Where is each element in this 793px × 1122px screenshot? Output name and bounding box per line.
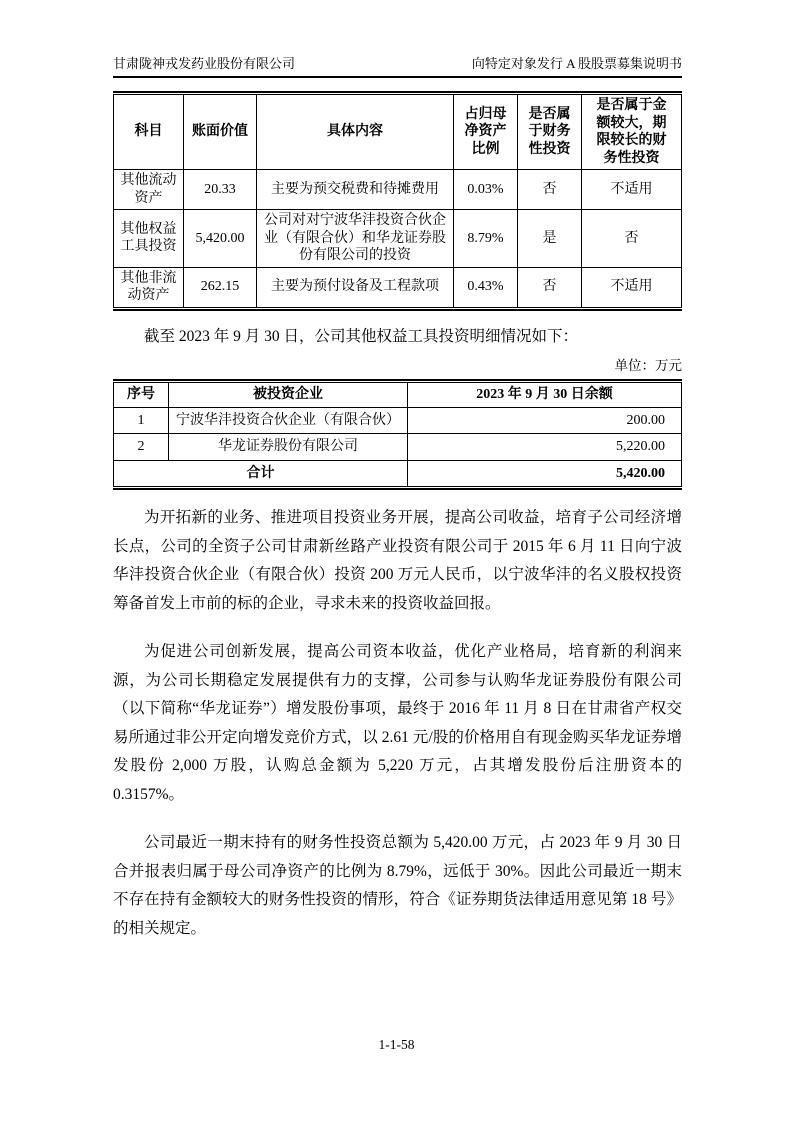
cell-content: 公司对对宁波华沣投资合伙企业（有限合伙）和华龙证券股份有限公司的投资 <box>257 210 454 268</box>
financial-investment-table-wrap <box>113 91 682 311</box>
col-header-investee: 被投资企业 <box>169 383 408 408</box>
table-header-row <box>114 383 682 408</box>
col-header-ratio: 占归母净资产比例 <box>454 95 518 170</box>
cell-is-financial: 否 <box>518 170 582 210</box>
table-header-row <box>114 95 682 170</box>
cell-investee: 华龙证券股份有限公司 <box>169 434 408 461</box>
cell-is-large-longterm: 不适用 <box>582 170 682 210</box>
col-header-subject: 科目 <box>114 95 184 170</box>
table-total-row <box>114 460 682 487</box>
header-doc-title: 向特定对象发行 A 股股票募集说明书 <box>471 56 682 71</box>
table-row <box>114 267 682 307</box>
body-paragraph-3: 公司最近一期末持有的财务性投资总额为 5,420.00 万元，占 2023 年 9 月 30 日合并报表归属于母公司净资产的比例为 8.79%，远低于 30%。因此公司最近一期末不存在持有金额较大的财务性投资的情形，符合《证券期货法律适用意见第 18 号》的相关规定。 <box>113 834 682 937</box>
cell-subject: 其他权益工具投资 <box>114 210 184 268</box>
cell-book-value: 5,420.00 <box>184 210 257 268</box>
cell-book-value: 20.33 <box>184 170 257 210</box>
body-paragraph-1: 为开拓新的业务、推进项目投资业务开展，提高公司收益，培育子公司经济增长点，公司的全资子公司甘肃新丝路产业投资有限公司于 2015 年 6 月 11 日向宁波华沣投资合伙企业（有限合伙）投资 200 万元人民币，以宁波华沣的名义股权投资筹备首发上市前的标的企业，寻求未来的投资收益回报。 <box>113 509 682 612</box>
intro-paragraph: 截至 2023 年 9 月 30 日，公司其他权益工具投资明细情况如下： <box>144 327 579 345</box>
col-header-balance: 2023 年 9 月 30 日余额 <box>408 383 682 408</box>
cell-total-value: 5,420.00 <box>408 460 682 487</box>
equity-investment-detail-table-wrap <box>113 379 682 490</box>
cell-index: 1 <box>114 407 169 434</box>
cell-is-large-longterm: 不适用 <box>582 267 682 307</box>
col-header-book-value: 账面价值 <box>184 95 257 170</box>
cell-index: 2 <box>114 434 169 461</box>
cell-subject: 其他流动资产 <box>114 170 184 210</box>
cell-content: 主要为预交税费和待摊费用 <box>257 170 454 210</box>
cell-book-value: 262.15 <box>184 267 257 307</box>
cell-balance: 200.00 <box>408 407 682 434</box>
cell-ratio: 8.79% <box>454 210 518 268</box>
unit-label: 单位：万元 <box>614 358 682 373</box>
cell-subject: 其他非流动资产 <box>114 267 184 307</box>
col-header-content: 具体内容 <box>257 95 454 170</box>
cell-is-financial: 是 <box>518 210 582 268</box>
col-header-index: 序号 <box>114 383 169 408</box>
cell-balance: 5,220.00 <box>408 434 682 461</box>
table-row <box>114 210 682 268</box>
cell-ratio: 0.03% <box>454 170 518 210</box>
table-row <box>114 434 682 461</box>
financial-investment-table <box>113 94 682 308</box>
cell-total-label: 合计 <box>114 460 408 487</box>
cell-investee: 宁波华沣投资合伙企业（有限合伙） <box>169 407 408 434</box>
col-header-is-financial: 是否属于财务性投资 <box>518 95 582 170</box>
header-company-name: 甘肃陇神戎发药业股份有限公司 <box>113 56 296 71</box>
body-paragraph-2: 为促进公司创新发展，提高公司资本收益，优化产业格局，培育新的利润来源，为公司长期稳定发展提供有力的支撑，公司参与认购华龙证券股份有限公司（以下简称“华龙证券”）增发股份事项，最终于 2016 年 11 月 8 日在甘肃省产权交易所通过非公开定向增发竞价方式，以 2.61 元/股的价格用自有现金购买华龙证券增发股份 2,000 万股，认购总金额为 5,220 万元，占其增发股份后注册资本的 0.3157%。 <box>113 643 682 803</box>
col-header-is-large-longterm: 是否属于金额较大，期限较长的财务性投资 <box>582 95 682 170</box>
page-number: 1-1-58 <box>378 1037 415 1052</box>
cell-is-large-longterm: 否 <box>582 210 682 268</box>
cell-is-financial: 否 <box>518 267 582 307</box>
equity-investment-detail-table <box>113 382 682 487</box>
table-row <box>114 170 682 210</box>
cell-ratio: 0.43% <box>454 267 518 307</box>
table-row <box>114 407 682 434</box>
cell-content: 主要为预付设备及工程款项 <box>257 267 454 307</box>
page-header <box>113 55 682 78</box>
